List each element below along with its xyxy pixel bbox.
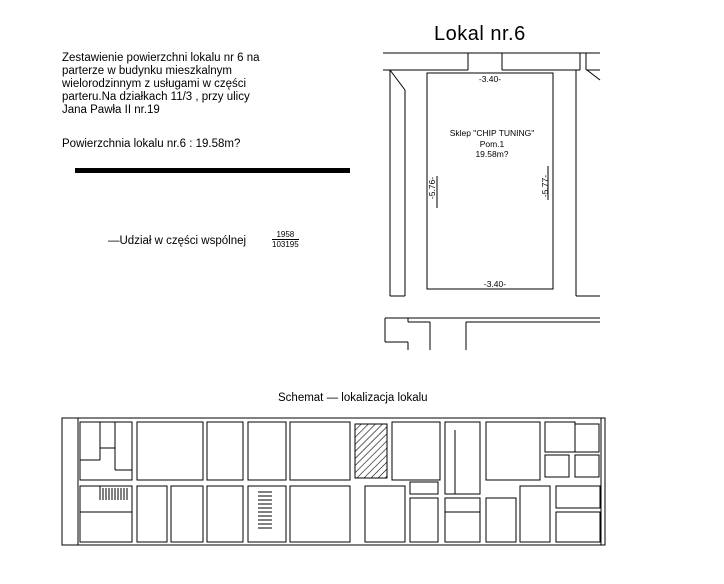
share-label: —Udział w części wspólnej: [108, 235, 247, 247]
dim-right: -5.77-: [540, 174, 550, 198]
schem-room: [486, 422, 540, 480]
schem-room: [410, 482, 438, 494]
schem-room: [556, 512, 600, 542]
room-number: Pom.1: [479, 139, 505, 149]
schem-room: [248, 486, 286, 542]
description-line: Zestawienie powierzchni lokalu nr 6 na: [62, 52, 260, 64]
schem-room: [365, 486, 405, 542]
stairs-left: [100, 488, 127, 500]
schem-room: [445, 498, 480, 542]
stairs-mid: [258, 492, 272, 528]
schem-room: [486, 498, 516, 542]
description-line: Jana Pawła II nr.19: [62, 104, 160, 116]
plan-wall: [390, 70, 405, 90]
dim-left: -5.76-: [427, 176, 437, 200]
schem-room: [575, 455, 599, 477]
schem-room: [80, 422, 132, 480]
dim-top: -3.40-: [478, 74, 502, 84]
page-title: Lokal nr.6: [434, 23, 526, 45]
share-denominator: 103195: [272, 240, 299, 249]
schematic-plan: [62, 418, 605, 545]
schem-room: [207, 486, 243, 542]
room-name: Sklep "CHIP TUNING": [449, 128, 535, 138]
room-outline: [427, 73, 553, 289]
description-line: wielorodzinnym z usługami w części: [62, 78, 247, 90]
area-summary: Powierzchnia lokalu nr.6 : 19.58m?: [62, 138, 241, 150]
schem-room: [545, 422, 575, 452]
building-outline: [62, 418, 605, 545]
schem-room: [290, 422, 350, 480]
schem-room: [207, 422, 243, 480]
local-plan: [383, 53, 600, 350]
schem-room: [575, 424, 599, 452]
schem-room: [445, 422, 480, 494]
description-line: parterze w budynku mieszkalnym: [62, 65, 233, 77]
schem-room: [520, 486, 550, 542]
share-numerator: 1958: [272, 230, 299, 240]
schem-room: [137, 486, 167, 542]
room-area: 19.58m?: [475, 149, 509, 159]
schem-room: [545, 455, 569, 477]
building-inner-outline: [78, 418, 601, 545]
dim-bottom: -3.40-: [483, 279, 507, 289]
plan-wall: [587, 70, 600, 80]
schem-room: [392, 422, 440, 480]
highlighted-local: [355, 424, 387, 478]
schem-room: [410, 498, 438, 542]
schem-room: [556, 486, 600, 508]
schem-room: [171, 486, 203, 542]
schem-room: [290, 486, 350, 542]
schem-room: [137, 422, 203, 480]
schem-room: [248, 422, 286, 480]
schematic-caption: Schemat — lokalizacja lokalu: [278, 392, 428, 404]
description-line: parteru.Na działkach 11/3 , przy ulicy: [62, 91, 250, 103]
